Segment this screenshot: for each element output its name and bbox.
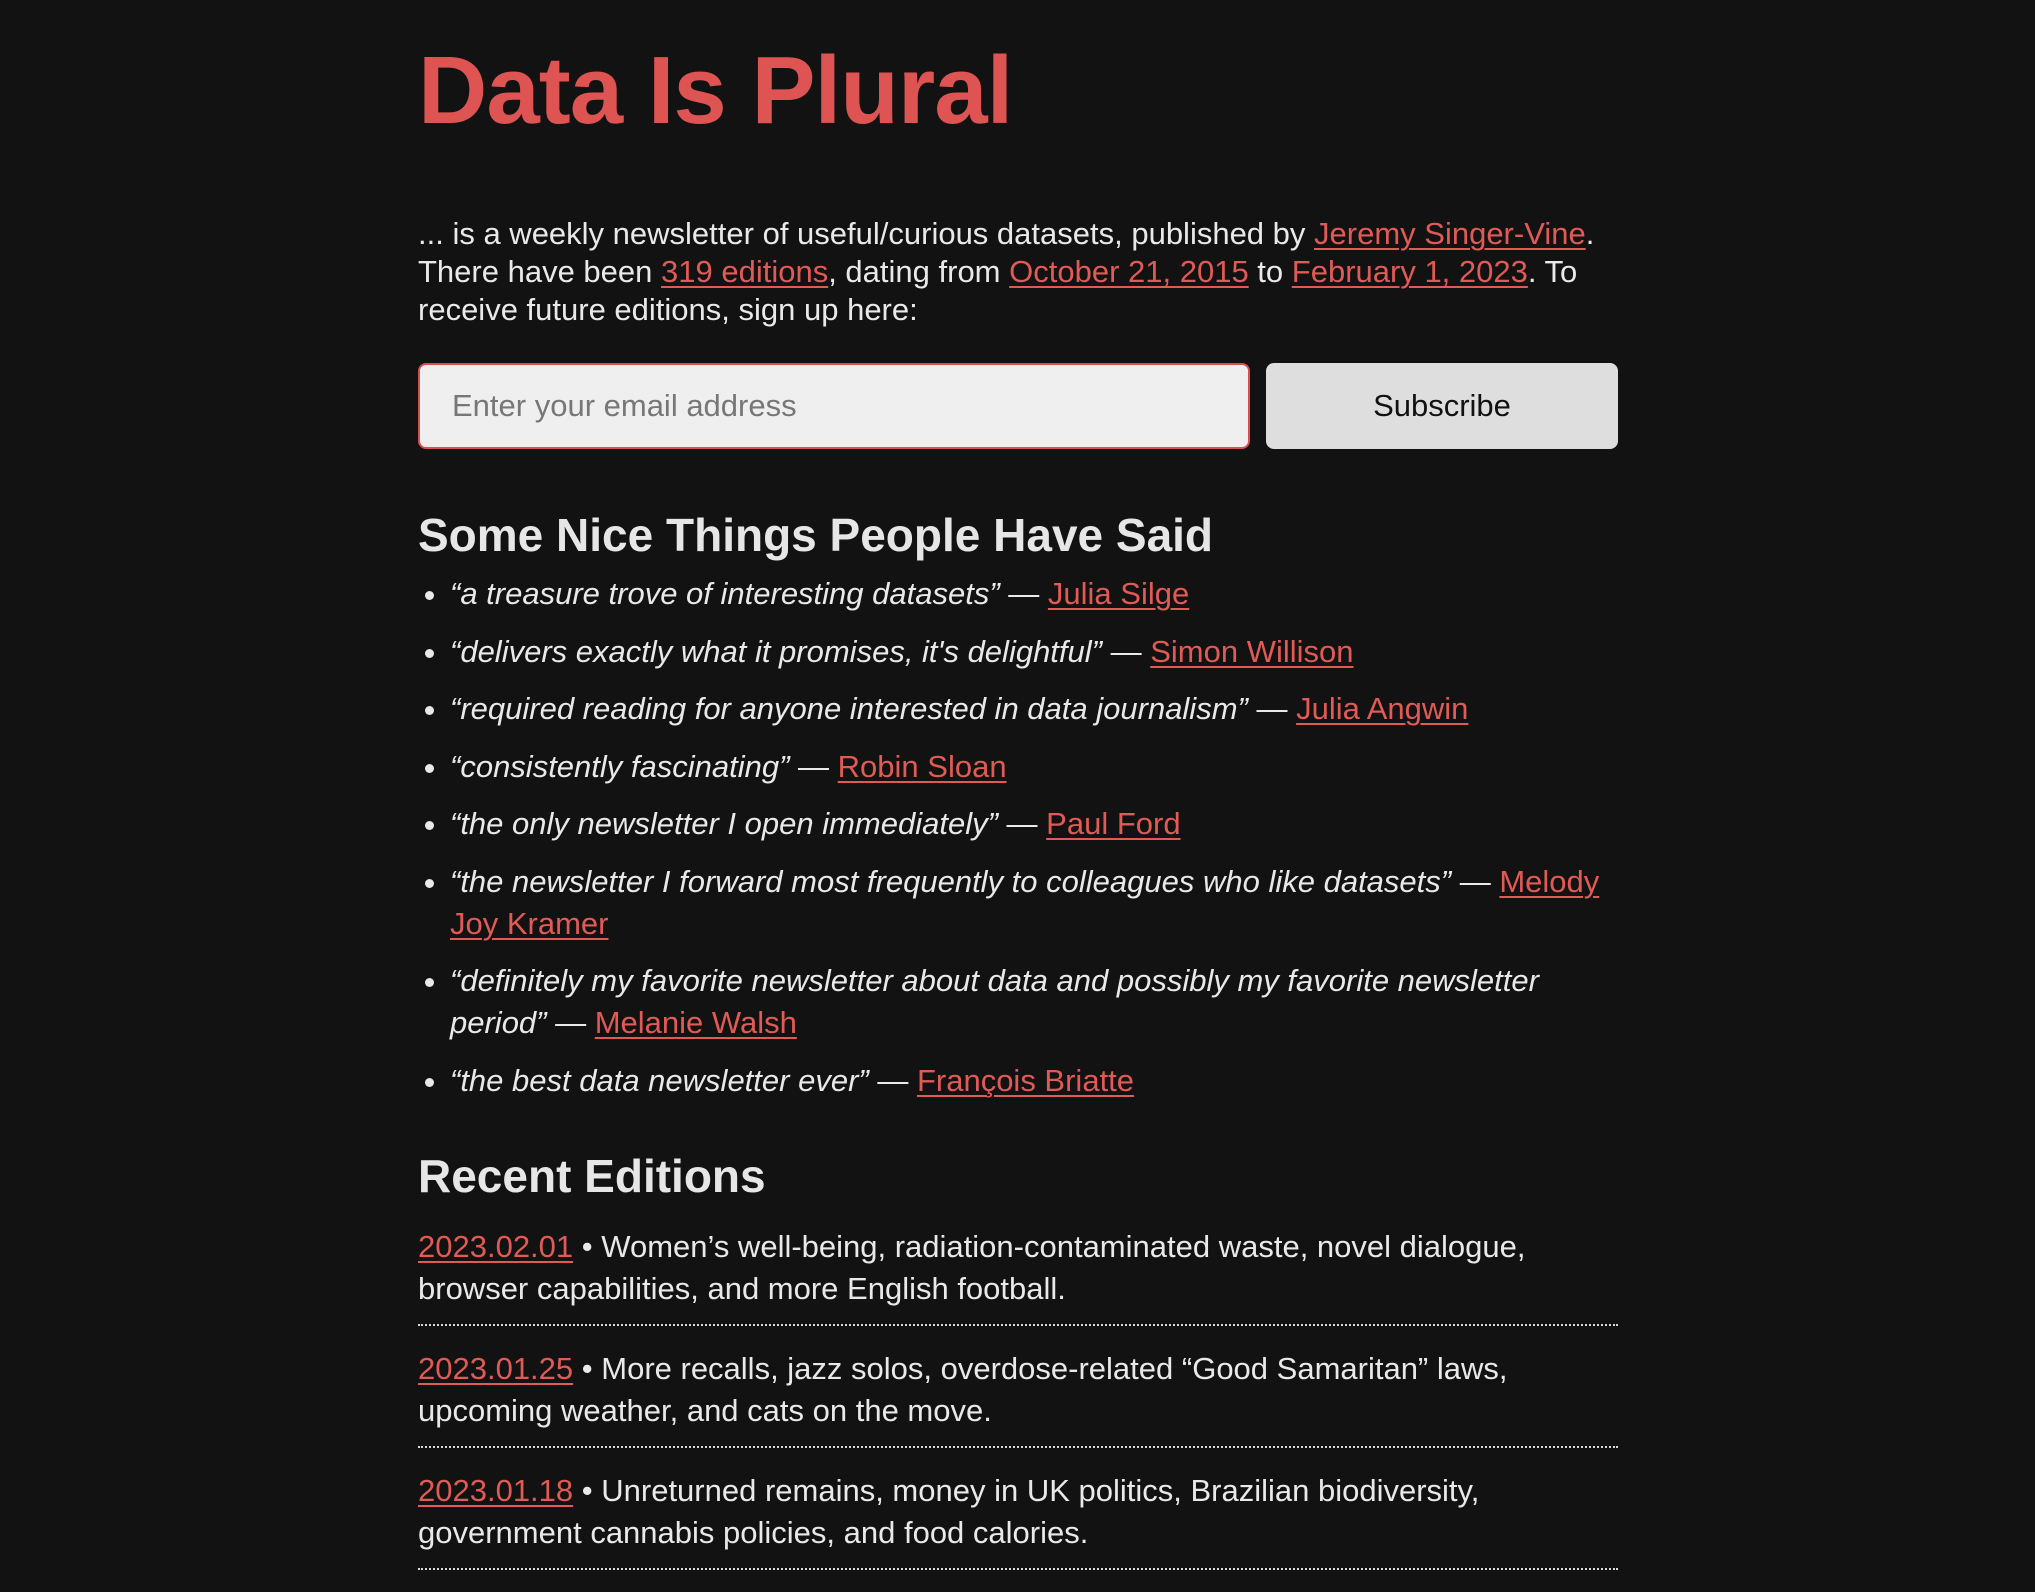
signup-form xyxy=(418,363,1618,449)
subscribe-button[interactable]: Subscribe xyxy=(1266,363,1618,449)
praise-dash: — xyxy=(1451,863,1500,899)
praise-dash: — xyxy=(1101,633,1151,669)
site-title: Data Is Plural xyxy=(418,37,1013,144)
praise-dash: — xyxy=(999,576,1048,611)
praise-quote: “the newsletter I forward most frequently to colleagues who like datasets” xyxy=(450,863,1452,899)
intro-text-5: . To receive future editions, sign up here: xyxy=(418,254,1578,327)
recent-editions-heading: Recent Editions xyxy=(418,1149,766,1202)
praise-author-link[interactable]: Julia Silge xyxy=(1047,576,1190,611)
edition-separator: • xyxy=(573,1228,602,1264)
edition-item xyxy=(418,1226,1618,1326)
praise-author-link[interactable]: Melody Joy Kramer xyxy=(450,863,1600,941)
edition-item xyxy=(418,1470,1618,1570)
edition-date-link[interactable]: 2023.02.01 xyxy=(418,1228,574,1264)
praise-author-link[interactable]: Paul Ford xyxy=(1046,806,1181,841)
praise-dash: — xyxy=(1247,691,1297,726)
praise-item xyxy=(450,746,1618,788)
edition-date-link[interactable]: 2023.01.25 xyxy=(418,1350,574,1386)
praise-quote: “a treasure trove of interesting datasets” xyxy=(450,576,1000,611)
praise-quote: “the best data newsletter ever” xyxy=(450,1062,869,1098)
praise-author-link[interactable]: Melanie Walsh xyxy=(594,1005,797,1040)
edition-item xyxy=(418,1348,1618,1448)
end-date-link[interactable]: February 1, 2023 xyxy=(1291,254,1528,289)
edition-separator: • xyxy=(573,1350,602,1386)
praise-dash: — xyxy=(546,1005,595,1040)
editions-count-link[interactable]: 319 editions xyxy=(661,254,829,289)
praise-quote: “consistently fascinating” xyxy=(450,748,790,784)
praise-author-link[interactable]: Robin Sloan xyxy=(837,748,1007,784)
praise-item xyxy=(450,861,1618,945)
praise-quote: “delivers exactly what it promises, it's delightful” xyxy=(450,633,1102,669)
praise-author-link[interactable]: François Briatte xyxy=(916,1062,1135,1098)
praise-item xyxy=(450,803,1618,845)
intro-text-1: ... is a weekly newsletter of useful/curious datasets, published by xyxy=(418,216,1315,251)
praise-quote: “the only newsletter I open immediately” xyxy=(450,806,998,841)
praise-heading: Some Nice Things People Have Said xyxy=(418,509,1214,561)
praise-quote: “required reading for anyone interested in data journalism” xyxy=(450,691,1248,726)
intro-text-2: . There have been xyxy=(418,216,1595,289)
edition-date-link[interactable]: 2023.01.18 xyxy=(418,1472,574,1508)
praise-quote: “definitely my favorite newsletter about data and possibly my favorite newsletter period” xyxy=(450,963,1539,1040)
author-link[interactable]: Jeremy Singer-Vine xyxy=(1314,216,1586,251)
praise-item xyxy=(450,573,1618,615)
editions-list xyxy=(418,1226,1618,1570)
praise-dash: — xyxy=(789,748,838,784)
intro-text-3: , dating from xyxy=(828,254,1010,289)
email-input[interactable] xyxy=(418,363,1250,449)
praise-list xyxy=(418,573,1618,1102)
praise-author-link[interactable]: Simon Willison xyxy=(1150,633,1354,669)
edition-summary: More recalls, jazz solos, overdose-related “Good Samaritan” laws, upcoming weather, and cats on the move. xyxy=(418,1350,1508,1428)
praise-dash: — xyxy=(997,806,1047,841)
praise-dash: — xyxy=(868,1062,917,1098)
edition-summary: Unreturned remains, money in UK politics, Brazilian biodiversity, government cannabis policies, and food calories. xyxy=(418,1472,1480,1550)
praise-item xyxy=(450,960,1618,1044)
praise-item xyxy=(450,688,1618,730)
page-container xyxy=(418,0,1618,1592)
praise-author-link[interactable]: Julia Angwin xyxy=(1296,691,1469,726)
intro-text-4: to xyxy=(1248,254,1292,289)
praise-item xyxy=(450,1060,1618,1102)
edition-separator: • xyxy=(573,1472,602,1508)
edition-summary: Women’s well-being, radiation-contaminated waste, novel dialogue, browser capabilities, and more English football. xyxy=(418,1228,1526,1306)
intro-paragraph xyxy=(418,215,1618,329)
praise-item xyxy=(450,631,1618,673)
start-date-link[interactable]: October 21, 2015 xyxy=(1009,254,1249,289)
